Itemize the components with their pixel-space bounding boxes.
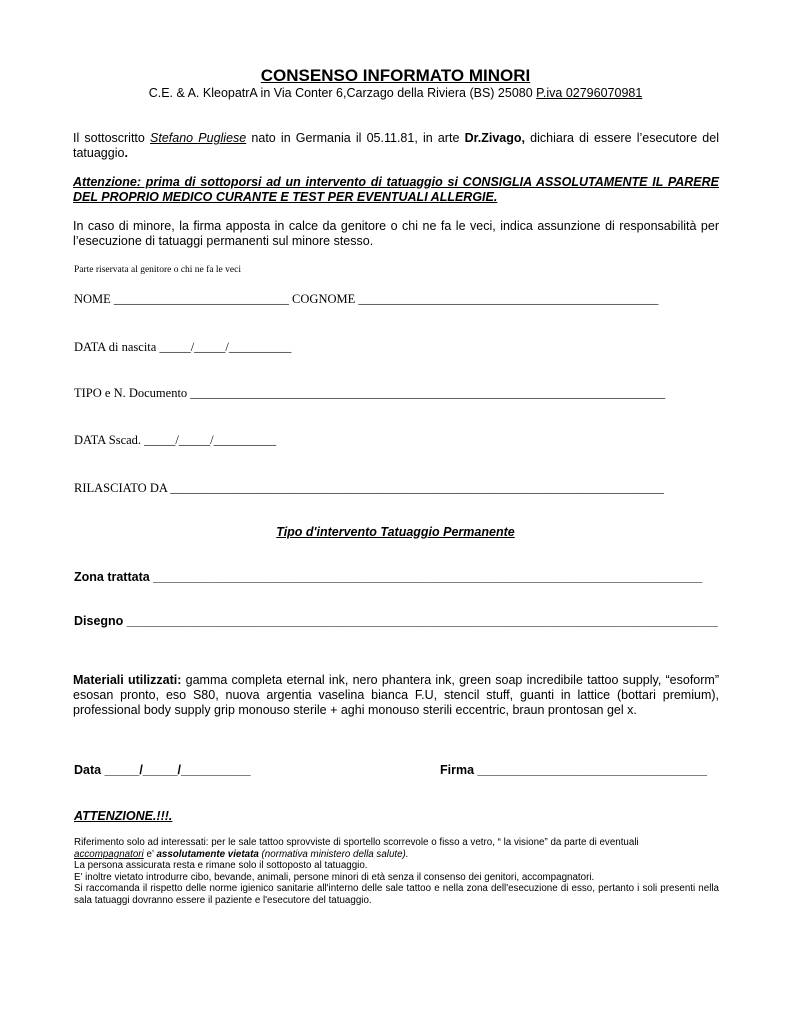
- intro-text-3: dichiara di essere l’esecutore del tatuaggio: [73, 131, 719, 160]
- fine-print-vietata: assolutamente vietata: [156, 848, 259, 860]
- fine-print-line-1: Riferimento solo ad interessati: per le sale tattoo sprovviste di sportello scorrevole o fisso a vetro, “ la visione” da parte di eventuali: [74, 837, 639, 848]
- document-title: CONSENSO INFORMATO MINORI: [260, 66, 531, 85]
- intro-paragraph: [73, 131, 719, 161]
- intro-text-4: .: [124, 146, 128, 160]
- intro-text-2: nato in Germania il 05.11.81, in arte: [246, 131, 465, 145]
- rilasciato-da-field[interactable]: RILASCIATO DA _______________________________________________________________________________: [74, 481, 665, 495]
- disegno-label: Disegno: [74, 614, 124, 628]
- medical-warning: Attenzione: prima di sottoporsi ad un intervento di tatuaggio si CONSIGLIA ASSOLUTAMENTE IL PARERE DEL PROPRIO MEDICO CURANTE E TEST PER EVENTUALI ALLERGIE.: [73, 175, 719, 204]
- fine-print-line-4: E’ inoltre vietato introdurre cibo, bevande, animali, persone minori di età senza il consenso dei genitori, accompagnatori.: [74, 871, 595, 883]
- intro-text-1: Il sottoscritto: [73, 131, 151, 145]
- zona-trattata-field[interactable]: [74, 570, 702, 584]
- documento-field[interactable]: TIPO e N. Documento ____________________________________________________________________________: [74, 386, 666, 400]
- intervention-type-title: Tipo d'intervento Tatuaggio Permanente: [276, 525, 515, 539]
- zona-label: Zona trattata: [74, 570, 150, 584]
- fine-print-normativa: (normativa ministero della salute).: [258, 848, 409, 860]
- fine-print-e: e’: [143, 848, 157, 860]
- tattooist-name: Stefano Pugliese: [150, 131, 247, 145]
- disegno-line[interactable]: _____________________________________________________________________________________: [123, 614, 718, 628]
- fine-print-line-5: Si raccomanda il rispetto delle norme igienico sanitarie all'interno delle sale tattoo e nella zona dell'esecuzione di esso, pertanto i soli presenti nella sala tatuaggi dovranno essere il paziente e l'esecutore del tatuaggio.: [74, 883, 719, 906]
- company-address: C.E. & A. KleopatrA in Via Conter 6,Carzago della Riviera (BS) 25080: [148, 86, 537, 100]
- disegno-field[interactable]: [74, 614, 718, 628]
- date-field[interactable]: Data _____/_____/__________: [74, 763, 251, 777]
- nome-cognome-field[interactable]: NOME ____________________________ COGNOME ________________________________________________: [74, 292, 659, 306]
- minor-note: In caso di minore, la firma apposta in calce da genitore o chi ne fa le veci, indica assunzione di responsabilità per l’esecuzione di tatuaggi permanenti sul minore stesso.: [73, 219, 719, 248]
- materials-label: Materiali utilizzati:: [73, 673, 182, 687]
- fine-print-accompagnatori: accompagnatori: [74, 848, 144, 860]
- fine-print: [74, 837, 719, 906]
- zona-line[interactable]: _______________________________________________________________________________: [149, 570, 703, 584]
- company-vat: P.iva 02796070981: [536, 86, 643, 100]
- fine-print-line-3: La persona assicurata resta e rimane solo il sottoposto al tatuaggio.: [74, 860, 368, 871]
- attention-title: ATTENZIONE.!!!.: [74, 809, 173, 823]
- tattooist-alias: Dr.Zivago,: [464, 131, 525, 145]
- company-info: [0, 86, 791, 100]
- fine-print-line-2: [74, 849, 719, 861]
- data-nascita-field[interactable]: DATA di nascita _____/_____/__________: [74, 340, 292, 354]
- data-scadenza-field[interactable]: DATA Sscad. _____/_____/__________: [74, 433, 277, 447]
- signature-field[interactable]: Firma _________________________________: [440, 763, 707, 777]
- materials-text: gamma completa eternal ink, nero phantera ink, green soap incredibile tattoo supply, “esoform” esosan pronto, eso S80, nuova argentia vaselina bianca F.U, stencil stuff, guanti in lattice (bottari premium), professional body supply grip monouso sterile + aghi monouso sterili eccentric, braun prontosan gel x.: [73, 673, 719, 717]
- reserved-section-label: Parte riservata al genitore o chi ne fa le veci: [74, 265, 241, 275]
- materials-paragraph: [73, 673, 719, 718]
